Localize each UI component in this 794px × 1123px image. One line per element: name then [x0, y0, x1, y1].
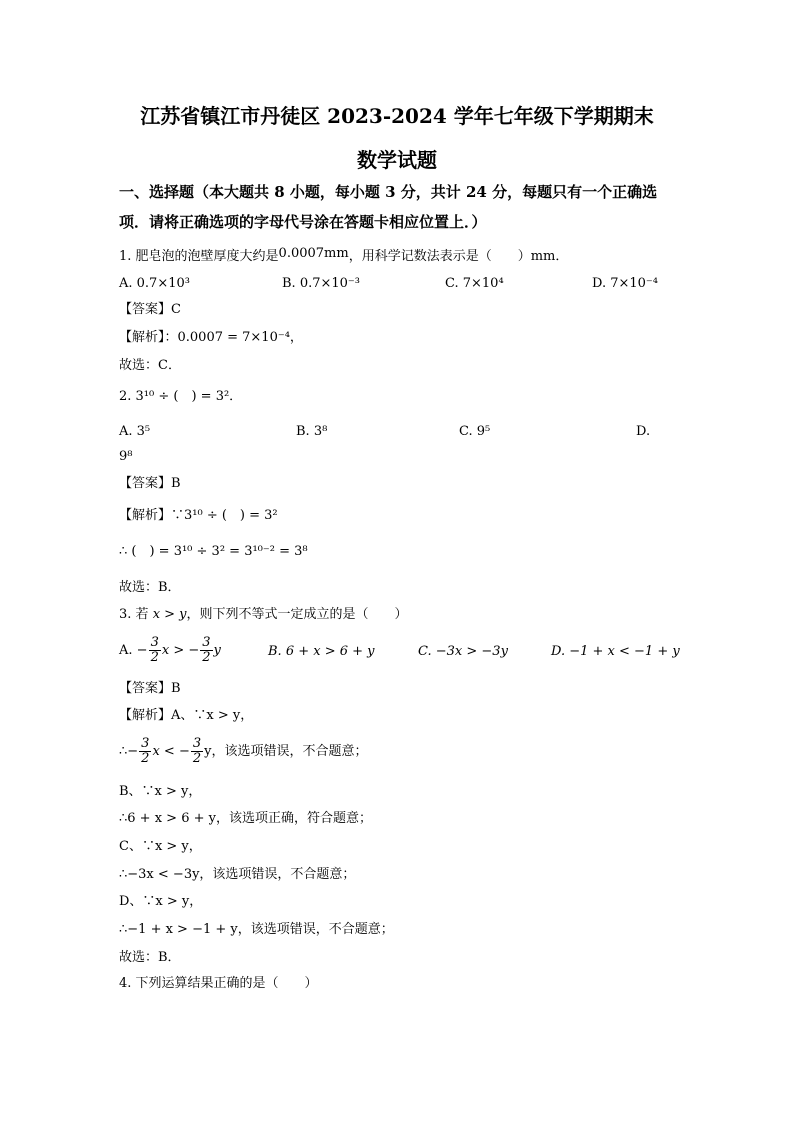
q3-line-a-post: y，该选项错误，不合题意； — [204, 744, 368, 759]
q3-line-b2: ∴6 + x > 6 + y，该选项正确，符合题意； — [119, 811, 372, 826]
q3-stem — [119, 606, 408, 624]
q3-stem-post: ，则下列不等式一定成立的是（ ） — [186, 607, 408, 622]
q3-stem-math: x > y — [152, 607, 187, 622]
q3-option-a-mid: x > − — [161, 643, 200, 658]
frac-denominator: 2 — [150, 650, 159, 665]
q3-option-b: B. 6 + x > 6 + y — [268, 644, 375, 659]
q1-stem — [119, 245, 568, 266]
frac-numerator: 3 — [150, 635, 159, 650]
q1-option-b: B. 0.7×10⁻³ — [282, 276, 360, 291]
q2-option-d-value: 9⁸ — [119, 449, 133, 464]
q3-option-c: C. −3x > −3y — [418, 644, 508, 659]
q3-option-d: D. −1 + x < −1 + y — [551, 644, 680, 659]
q1-option-c: C. 7×10⁴ — [445, 276, 504, 291]
frac-denominator: 2 — [202, 650, 211, 665]
section-heading-line1: 一、选择题（本大题共 8 小题，每小题 3 分，共计 24 分，每题只有一个正确选 — [119, 183, 658, 201]
q2-option-d: D. — [636, 424, 651, 439]
q3-option-a-label: A. — [119, 643, 133, 658]
q2-option-a: A. 3⁵ — [119, 424, 151, 439]
q3-choose: 故选：B． — [119, 950, 181, 965]
q3-option-a — [119, 636, 221, 665]
q3-line-a-pre: ∴− — [119, 744, 139, 759]
q2-option-b: B. 3⁸ — [296, 424, 328, 439]
frac-denominator: 2 — [192, 751, 202, 766]
q3-line-a — [119, 737, 367, 766]
q2-stem: 2. 3¹⁰ ÷ ( ) = 3²． — [119, 389, 243, 404]
doc-title-line1: 江苏省镇江市丹徒区 2023-2024 学年七年级下学期期末 — [140, 104, 654, 128]
q3-line-a-frac1 — [139, 737, 151, 766]
q3-line-d2: ∴−1 + x > −1 + y，该选项错误，不合题意； — [119, 922, 394, 937]
q2-option-c: C. 9⁵ — [459, 424, 491, 439]
frac-numerator: 3 — [202, 635, 211, 650]
q3-line-a-frac2 — [191, 737, 203, 766]
q2-answer: 【答案】B — [119, 476, 181, 491]
q2-step: ∴ ( ) = 3¹⁰ ÷ 3² = 3¹⁰⁻² = 3⁸ — [119, 544, 308, 559]
q1-stem-pre: 1. 肥皂泡的泡壁厚度大约是 — [119, 249, 279, 264]
q1-stem-post: ，用科学记数法表示是（ ）mm． — [348, 249, 569, 264]
q3-stem-pre: 3. 若 — [119, 607, 149, 622]
q3-option-a-minus: − — [136, 643, 148, 658]
q3-line-c2: ∴−3x < −3y，该选项错误，不合题意； — [119, 867, 356, 882]
q3-option-a-right: y — [213, 643, 221, 658]
q1-option-d: D. 7×10⁻⁴ — [592, 276, 659, 291]
q2-analysis: 【解析】∵3¹⁰ ÷ ( ) = 3² — [119, 508, 278, 523]
q1-analysis: 【解析】：0.0007 = 7×10⁻⁴， — [119, 330, 303, 345]
section-heading-line2: 项．请将正确选项的字母代号涂在答题卡相应位置上．） — [119, 213, 487, 231]
frac-numerator: 3 — [141, 736, 150, 751]
q1-stem-math: 0.0007mm — [278, 246, 349, 261]
q4-stem: 4. 下列运算结果正确的是（ ） — [119, 976, 318, 991]
q3-line-c1: C、∵x > y， — [119, 839, 202, 854]
q3-analysis-a: 【解析】A、∵x > y， — [119, 708, 254, 723]
q3-option-a-frac1 — [149, 636, 161, 665]
q3-line-b1: B、∵x > y， — [119, 784, 202, 799]
doc-title-line2: 数学试题 — [357, 148, 437, 172]
q3-line-a-mid: x < − — [152, 744, 190, 759]
frac-numerator: 3 — [192, 736, 202, 751]
q1-answer: 【答案】C — [119, 302, 181, 317]
q3-option-a-frac2 — [200, 636, 212, 665]
q2-choose: 故选：B． — [119, 580, 181, 595]
q3-answer: 【答案】B — [119, 681, 181, 696]
q1-choose: 故选：C． — [119, 358, 181, 373]
frac-denominator: 2 — [141, 751, 150, 766]
q1-option-a: A. 0.7×10³ — [119, 276, 190, 291]
q3-line-d1: D、∵x > y， — [119, 894, 203, 909]
